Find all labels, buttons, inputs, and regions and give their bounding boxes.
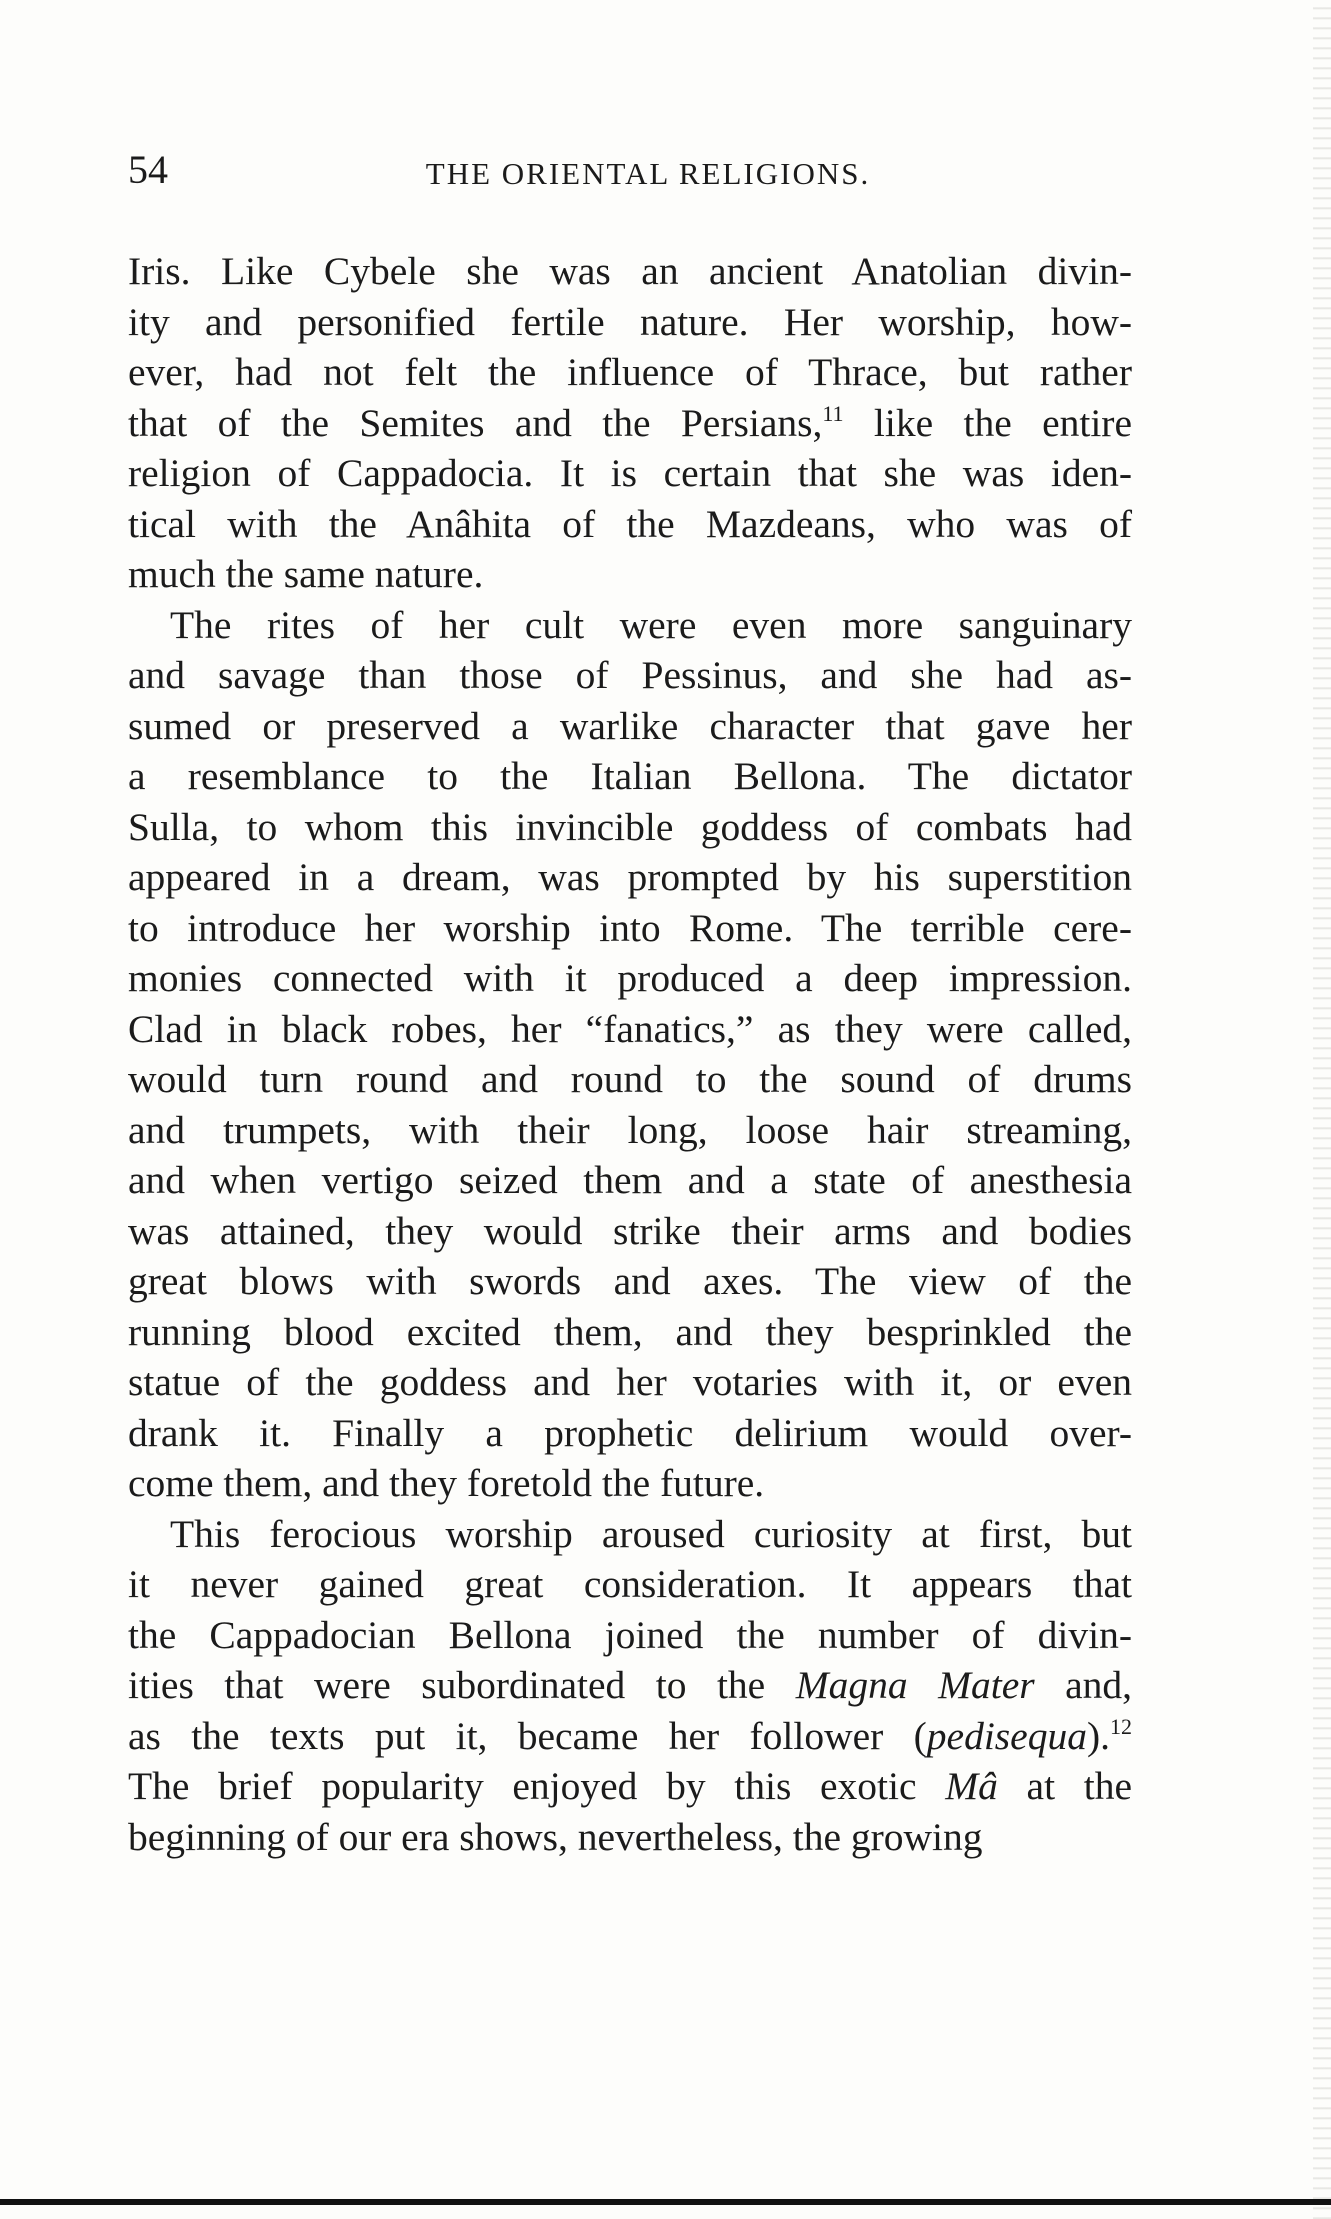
text-line: appeared in a dream, was prompted by his superstition: [128, 855, 1132, 899]
page-header: [128, 142, 1132, 198]
text-line: ities that were subordinated to the Magna Mater and,: [128, 1663, 1132, 1707]
text-line: was attained, they would strike their arms and bodies: [128, 1208, 1132, 1253]
page-number: 54: [128, 147, 168, 192]
text-line: great blows with swords and axes. The view of the: [128, 1259, 1132, 1303]
text-line: would turn round and round to the sound of drums: [128, 1057, 1132, 1101]
text-line: statue of the goddess and her votaries with it, or even: [128, 1360, 1132, 1404]
paragraph: [128, 246, 1132, 600]
text-line: drank it. Finally a prophetic delirium would over-: [128, 1410, 1132, 1455]
text-line: beginning of our era shows, nevertheless, the growing: [128, 1814, 983, 1859]
text-line: and when vertigo seized them and a state of anesthesia: [128, 1158, 1132, 1202]
text-line: tical with the Anâhita of the Mazdeans, who was of: [128, 501, 1132, 546]
paragraph: [128, 600, 1132, 1509]
text-line: that of the Semites and the Persians,$^{11}$ like the entire: [128, 400, 1132, 445]
text-line: The rites of her cult were even more sanguinary: [170, 602, 1132, 647]
text-line: This ferocious worship aroused curiosity at first, but: [170, 1511, 1132, 1556]
text-line: as the texts put it, became her follower (pedisequa).$^{12}$: [128, 1713, 1132, 1758]
text-line: ever, had not felt the influence of Thrace, but rather: [128, 350, 1132, 394]
scan-edge: [1313, 0, 1331, 2219]
text-line: a resemblance to the Italian Bellona. The dictator: [128, 754, 1132, 798]
text-line: to introduce her worship into Rome. The terrible cere-: [128, 905, 1132, 950]
text-line: Sulla, to whom this invincible goddess of combats had: [128, 804, 1132, 849]
text-line: much the same nature.: [128, 552, 484, 596]
text-line: religion of Cappadocia. It is certain that she was iden-: [128, 451, 1132, 495]
text-line: and trumpets, with their long, loose hair streaming,: [128, 1107, 1132, 1152]
bottom-rule: [0, 2199, 1331, 2205]
footnote-marker: 12: [1110, 1713, 1132, 1739]
running-head: THE ORIENTAL RELIGIONS.: [425, 156, 871, 191]
text-line: the Cappadocian Bellona joined the number of divin-: [128, 1612, 1132, 1657]
text-line: it never gained great consideration. It appears that: [128, 1562, 1132, 1606]
text-line: come them, and they foretold the future.: [128, 1461, 765, 1505]
text-line: The brief popularity enjoyed by this exotic Mâ at the: [128, 1764, 1132, 1808]
text-line: monies connected with it produced a deep impression.: [128, 956, 1132, 1000]
paragraph: [128, 1509, 1132, 1863]
text-line: sumed or preserved a warlike character that gave her: [128, 703, 1132, 748]
text-line: and savage than those of Pessinus, and she had as-: [128, 653, 1132, 697]
text-line: running blood excited them, and they besprinkled the: [128, 1309, 1132, 1354]
text-line: Clad in black robes, her “fanatics,” as they were called,: [128, 1006, 1132, 1051]
text-line: ity and personified fertile nature. Her worship, how-: [128, 299, 1132, 344]
footnote-marker: 11: [822, 400, 844, 426]
body-text: [128, 246, 1132, 1862]
text-line: Iris. Like Cybele she was an ancient Anatolian divin-: [128, 249, 1132, 293]
